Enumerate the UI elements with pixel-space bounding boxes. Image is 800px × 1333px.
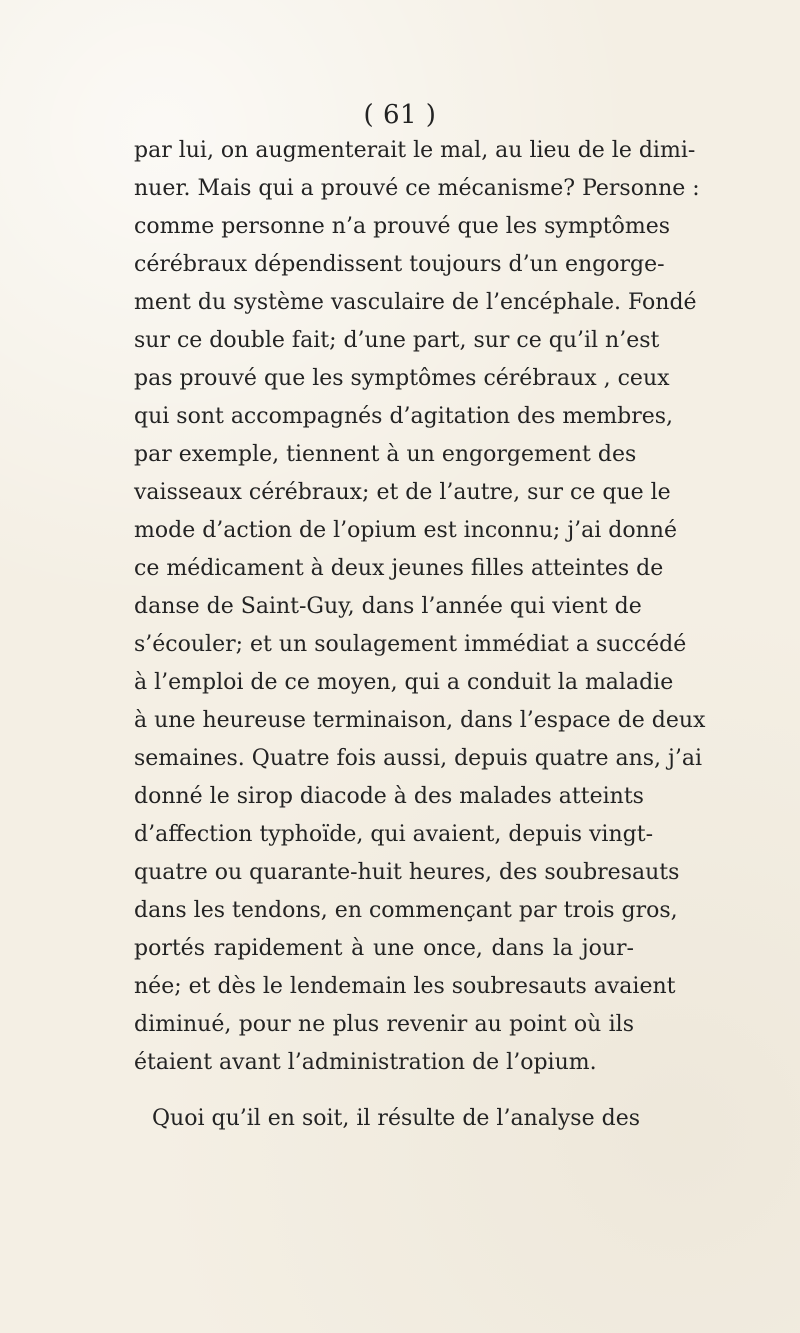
text-line-10: vaisseaux cérébraux; et de l’autre, sur ce que le	[134, 480, 671, 505]
text-line-7: pas prouvé que les symptômes cérébraux , ceux	[134, 366, 670, 391]
text-line-16: à une heureuse terminaison, dans l’espace de deux	[134, 708, 706, 733]
text-line-3: comme personne n’a prouvé que les symptômes	[134, 214, 671, 239]
next-paragraph-opening: Quoi qu’il en soit, il résulte de l’analyse des	[152, 1106, 641, 1131]
text-line-2: nuer. Mais qui a prouvé ce mécanisme? Personne :	[134, 176, 700, 201]
text-line-19: d’affection typhoïde, qui avaient, depuis vingt-	[134, 822, 653, 847]
text-line-6: sur ce double fait; d’une part, sur ce qu’il n’est	[134, 328, 660, 353]
text-line-11: mode d’action de l’opium est inconnu; j’ai donné	[134, 518, 677, 543]
text-line-20: quatre ou quarante-huit heures, des soubresauts	[134, 860, 680, 885]
text-line-17: semaines. Quatre fois aussi, depuis quatre ans, j’ai	[134, 746, 703, 771]
text-line-5: ment du système vasculaire de l’encéphale. Fondé	[134, 290, 697, 315]
text-line-8: qui sont accompagnés d’agitation des membres,	[134, 404, 674, 429]
text-line-21: dans les tendons, en commençant par trois gros,	[134, 898, 678, 923]
text-line-15: à l’emploi de ce moyen, qui a conduit la maladie	[134, 670, 674, 695]
page-number: ( 61 )	[363, 100, 437, 130]
text-line-1: par lui, on augmenterait le mal, au lieu de le dimi-	[134, 138, 696, 163]
text-line-14: s’écouler; et un soulagement immédiat a succédé	[134, 632, 687, 657]
text-line-18: donné le sirop diacode à des malades atteints	[134, 784, 644, 809]
text-line-24: diminué, pour ne plus revenir au point où ils	[134, 1012, 634, 1037]
text-line-22: portés rapidement à une once, dans la jour-	[134, 936, 634, 961]
text-line-23: née; et dès le lendemain les soubresauts avaient	[134, 974, 676, 999]
text-line-9: par exemple, tiennent à un engorgement des	[134, 442, 637, 467]
text-line-12: ce médicament à deux jeunes filles atteintes de	[134, 556, 664, 581]
text-line-13: danse de Saint-Guy, dans l’année qui vient de	[134, 594, 642, 619]
text-line-4: cérébraux dépendissent toujours d’un engorge-	[134, 252, 665, 277]
text-line-25: étaient avant l’administration de l’opium.	[134, 1050, 597, 1075]
